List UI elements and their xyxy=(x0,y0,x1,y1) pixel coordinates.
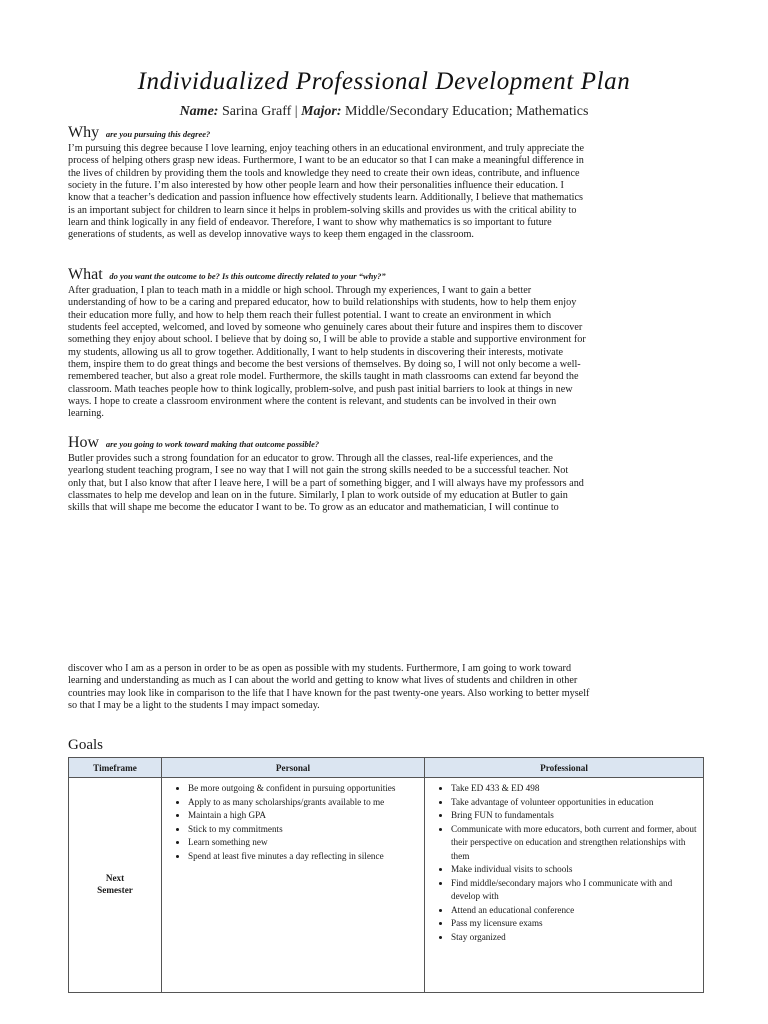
how-line: classmates to help me develop and lean on in the future. Similarly, I plan to work outside of my education at Butler to gain xyxy=(68,490,568,502)
how-line: discover who I am as a person in order to be as open as possible with my students. Furthermore, I am going to work toward xyxy=(68,663,572,674)
list-item: • Be more outgoing & confident in pursuing opportunities xyxy=(188,782,418,796)
what-question: do you want the outcome to be? Is this outcome directly related to your “why?” xyxy=(109,271,386,281)
why-line: generations of students, as well as develop innovative ways to keep them engaged in the classroom. xyxy=(68,229,474,241)
how-heading-word: How xyxy=(68,434,100,451)
what-line: After graduation, I plan to teach math in a middle or high school. Through my experiences, I want to gain a better xyxy=(68,285,532,296)
list-item: • Take advantage of volunteer opportunities in education xyxy=(451,796,697,810)
why-line: the lives of children by providing them the tools and knowledge they need to create their own ideas, contribute, and influence xyxy=(68,167,580,179)
what-paragraph xyxy=(68,285,703,421)
document-title: Individualized Professional Development Plan xyxy=(137,68,631,95)
how-heading xyxy=(68,434,703,453)
list-item: • Maintain a high GPA xyxy=(188,809,418,823)
why-heading xyxy=(68,124,703,143)
what-line: classroom. Math teaches people how to think logically, problem-solve, and push past initial barriers to look at things in new xyxy=(68,383,573,395)
separator: | xyxy=(294,104,298,119)
why-line: know that a teacher’s dedication and passion influence how effectively students learn. Additionally, I believe that mathematics xyxy=(68,192,583,204)
how-paragraph xyxy=(68,453,703,515)
timeframe-cell xyxy=(69,778,162,993)
list-item: • Attend an educational conference xyxy=(451,904,697,918)
what-line: remembered teacher, but also a great role model. Furthermore, the skills taught in math classrooms can extend far beyond the xyxy=(68,371,579,383)
why-line: society in the future. I’m also interested by how other people learn and how their personalities influence their education. I xyxy=(68,180,564,192)
list-item: • Take ED 433 & ED 498 xyxy=(451,782,697,796)
personal-goals-list xyxy=(168,782,418,863)
how-line: so that I may be a light to the students I may impact someday. xyxy=(68,700,320,712)
what-heading xyxy=(68,266,703,285)
what-line: something they enjoy about school. I believe that by doing so, I will be able to provide a stable and supportive environment for xyxy=(68,334,586,346)
what-line: understanding of how to be a caring and prepared educator, how to build relationships with students, how to help them enjoy xyxy=(68,297,577,309)
timeframe-line: Next xyxy=(105,873,125,883)
table-row xyxy=(69,778,704,993)
why-heading-word: Why xyxy=(68,124,100,141)
name-value: Sarina Graff xyxy=(221,104,292,119)
major-label: Major: xyxy=(301,104,342,119)
list-item: • Find middle/secondary majors who I communicate with and develop with xyxy=(451,877,697,904)
list-item: • Apply to as many scholarships/grants available to me xyxy=(188,796,418,810)
column-header-timeframe: Timeframe xyxy=(69,758,162,778)
what-section xyxy=(68,266,703,421)
what-line: learning. xyxy=(68,408,104,420)
why-paragraph xyxy=(68,143,703,242)
goals-table xyxy=(68,757,704,993)
major-value: Middle/Secondary Education; Mathematics xyxy=(345,104,589,119)
why-question: are you pursuing this degree? xyxy=(105,129,211,139)
why-section xyxy=(68,124,703,242)
why-line: process of helping others grasp new ideas. Furthermore, I want to be an educator so that I can make a meaningful difference in xyxy=(68,155,584,167)
why-line: learn and think logically in any field of endeavor. Therefore, I want to show why mathematics is so important to future xyxy=(68,217,552,229)
how-paragraph-continued xyxy=(68,663,703,712)
list-item: • Communicate with more educators, both current and former, about their perspective on education and strengthen relationships with them xyxy=(451,823,697,864)
list-item: • Stick to my commitments xyxy=(188,823,418,837)
column-header-professional: Professional xyxy=(425,758,704,778)
how-line: only that, but I also know that after I leave here, I will be a part of something bigger, and I will always have my professors and xyxy=(68,477,584,489)
what-heading-word: What xyxy=(68,266,103,283)
what-line: their education more fully, and how to help them reach their fullest potential. I want to create an environment in which xyxy=(68,309,552,321)
how-line: skills that will shape me become the educator I want to be. To grow as an educator and mathematician, I will continue to xyxy=(68,502,559,514)
list-item: • Spend at least five minutes a day reflecting in silence xyxy=(188,850,418,864)
personal-goals-cell xyxy=(162,778,425,993)
why-line: is an important subject for children to learn since it helps in problem-solving skills and provides us with the critical ability to xyxy=(68,204,577,216)
author-line xyxy=(0,104,768,120)
how-line: yearlong student teaching program, I see no way that I will not gain the strong skills needed to be a successful teacher. Not xyxy=(68,465,569,477)
goals-header-row xyxy=(69,758,704,778)
list-item: • Stay organized xyxy=(451,931,697,945)
professional-goals-list xyxy=(431,782,697,944)
what-line: my students, allowing us all to grow together. Additionally, I want to help students in discovering their interests, motivate xyxy=(68,346,564,358)
list-item: • Pass my licensure exams xyxy=(451,917,697,931)
how-line: countries may look like in comparison to the life that I have known for the past twenty-one years. Also working to better myself xyxy=(68,687,590,699)
timeframe-line: Semester xyxy=(97,885,133,895)
name-label: Name: xyxy=(179,104,219,119)
what-line: ways. I hope to create a classroom environment where the content is relevant, and students can be involved in their own xyxy=(68,396,557,408)
what-line: students feel accepted, welcomed, and loved by someone who genuinely cares about their future and inspires them to discover xyxy=(68,322,583,334)
how-section xyxy=(68,434,703,515)
professional-goals-cell xyxy=(425,778,704,993)
goals-heading: Goals xyxy=(68,737,103,753)
list-item: • Bring FUN to fundamentals xyxy=(451,809,697,823)
what-line: them, inspire them to do great things and become the best versions of themselves. By doing so, I will not only become a well- xyxy=(68,359,581,371)
how-paragraph-2 xyxy=(68,663,703,712)
list-item: • Learn something new xyxy=(188,836,418,850)
list-item: • Make individual visits to schools xyxy=(451,863,697,877)
column-header-personal: Personal xyxy=(162,758,425,778)
how-line: learning and understanding as much as I can about the world and getting to know what lives of students and children in other xyxy=(68,675,578,687)
how-question: are you going to work toward making that outcome possible? xyxy=(105,439,320,449)
why-line: I’m pursuing this degree because I love learning, enjoy teaching others in an educational environment, and truly appreciate the xyxy=(68,143,584,154)
how-line: Butler provides such a strong foundation for an educator to grow. Through all the classes, real-life experiences, and the xyxy=(68,453,553,464)
